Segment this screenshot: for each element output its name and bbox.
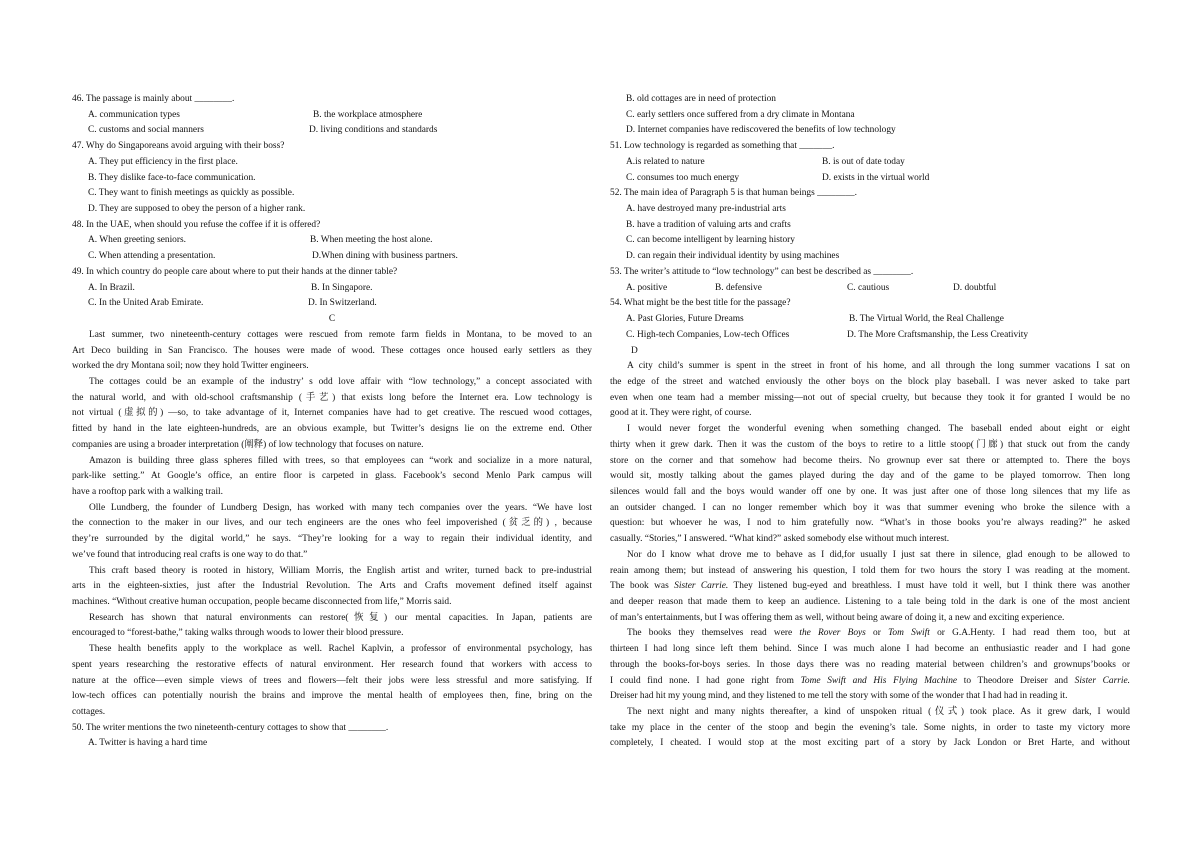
question-54-option-d[interactable]: D. The More Craftsmanship, the Less Creativity (847, 329, 1029, 340)
passage-c-line: they’re surrounded by the digital world,” he says. “They’re looking for a way to regain their individual identity, and (72, 534, 592, 545)
passage-d-text: or G.A.Henty. I had read them too, but at (929, 628, 1130, 639)
section-c-label: C (328, 314, 336, 325)
passage-d-line: The next night and many nights thereafter, a kind of unspoken ritual (仪式) took place. As it grew dark, I would (627, 707, 1130, 718)
passage-d-text: They listened bug-eyed and breathless. I must have told it well, but I think there was another (728, 581, 1130, 592)
question-53-option-d[interactable]: D. doubtful (953, 282, 997, 293)
question-51-option-d[interactable]: D. exists in the virtual world (822, 172, 930, 183)
passage-c-line: not virtual (虚拟的) —so, to take advantage of it, Internet companies have had to get creative. The rescued wood cottages, (72, 408, 592, 419)
question-47-option-b[interactable]: B. They dislike face-to-face communication. (88, 172, 256, 183)
passage-d-line: thirteen I had long since left them behind. Since I was much alone I had become an enthusiastic reader and I had gone (610, 644, 1130, 655)
question-54-option-b[interactable]: B. The Virtual World, the Real Challenge (849, 314, 1004, 325)
question-51-option-b[interactable]: B. is out of date today (822, 156, 905, 167)
question-48-option-b[interactable]: B. When meeting the host alone. (310, 235, 433, 246)
passage-c-line: the natural world, and with old-school craftsmanship (手艺) that exists long before the Internet era. Low technology is (72, 392, 592, 403)
passage-c-line: encouraged to “forest-bathe,” taking walks through woods to lower their blood pressure. (72, 628, 404, 639)
question-50-option-a[interactable]: A. Twitter is having a hard time (88, 738, 208, 749)
passage-d-line: the edge of the street and watched enviously the other boys on the block play baseball. I was never asked to take part (610, 376, 1130, 387)
question-48-options-cd (72, 249, 592, 265)
section-d-label: D (631, 345, 638, 356)
question-51-option-a[interactable]: A.is related to nature (626, 156, 705, 167)
question-52-option-b[interactable]: B. have a tradition of valuing arts and crafts (626, 219, 791, 230)
passage-d (610, 359, 1130, 752)
passage-c-line: we’ve found that introducing real crafts is one way to do that.” (72, 549, 308, 560)
question-53-option-b[interactable]: B. defensive (715, 282, 762, 293)
passage-d-line: good at it. They were right, of course. (610, 408, 752, 419)
passage-c-line: worked the dry Montana soil; now they hold Twitter engineers. (72, 361, 309, 372)
passage-d-line: silences would fall and the boys would wander off one by one. It was just after one of those long silences that my life as (610, 486, 1130, 497)
passage-c (72, 328, 592, 721)
passage-c-line: the connection to the maker in our lives, and our tech engineers are the ones who feel impoverished (贫乏的) , because (72, 518, 592, 529)
passage-c-line: The cottages could be an example of the industry’ s odd love affair with “low technology,” a concept associated with (89, 376, 592, 387)
question-50-option-b[interactable]: B. old cottages are in need of protection (626, 94, 776, 104)
passage-d-line (610, 579, 1130, 595)
question-51-options-cd (610, 171, 1130, 187)
question-47-option-a[interactable]: A. They put efficiency in the first place. (88, 156, 238, 167)
passage-d-text: The books they themselves read were (627, 628, 800, 639)
question-52-option-c[interactable]: C. can become intelligent by learning history (626, 235, 795, 246)
question-48-options-ab (72, 233, 592, 249)
question-46-stem: 46. The passage is mainly about ________. (72, 94, 235, 104)
passage-c-line: park-like setting.” At Google’s office, an entire floor is carpeted in glass. Facebook’s second Menlo Park campus will (72, 471, 592, 482)
passage-c-line: cottages. (72, 707, 106, 718)
book-title-tome-swift: Tome Swift and His Flying Machine (800, 675, 958, 686)
question-49-options-ab (72, 281, 592, 297)
passage-d-line: Nor do I know what drove me to behave as I did,for usually I just sat there in silence, glad enough to be allowed to (627, 549, 1130, 560)
book-title-rover-boys: the Rover Boys (799, 628, 866, 639)
passage-c-line: low-tech offices can potentially nourish the brains and improve the mental health of employees then, fine, bring on the (72, 691, 592, 702)
passage-c-line: Research has shown that natural environments can restore(恢复) our mental capacities. In Japan, patients are (89, 612, 592, 623)
passage-d-text: The book was (610, 581, 675, 592)
book-title-tom-swift: Tom Swift (888, 628, 930, 639)
passage-d-line: reain among them; but instead of answering his question, I told them for two hours the story I was reading at the moment. (610, 565, 1130, 576)
passage-d-line (610, 626, 1130, 642)
question-46-options-cd (72, 123, 592, 139)
question-54-stem: 54. What might be the best title for the passage? (610, 298, 791, 309)
passage-c-line: This craft based theory is rooted in history, William Morris, the English artist and writer, turned back to pre-industrial (89, 565, 592, 576)
passage-c-line: Olle Lundberg, the founder of Lundberg Design, has worked with many tech companies over the years. “We have lost (89, 502, 592, 513)
passage-d-line: Dreiser had hit my young mind, and they listened to me tell the story with some of the wonder that I had had in reading it. (610, 691, 1068, 702)
question-46-options-ab (72, 108, 592, 124)
question-49-options-cd (72, 296, 592, 312)
passage-d-text: I could find none. I had gone right from (610, 675, 801, 686)
passage-d-line: casually. “Stories,” I answered. “What kind?” asked somebody else without much interest. (610, 534, 950, 545)
question-52-option-d[interactable]: D. can regain their individual identity by using machines (626, 251, 840, 262)
question-48-option-a[interactable]: A. When greeting seniors. (88, 235, 186, 246)
passage-c-line: machines. “Without creative human occupation, people became disconnected from life,” Morris said. (72, 597, 452, 607)
passage-c-line: spent years researching the restorative effects of natural environment. Her research found that workers with access to (72, 659, 592, 670)
passage-d-line: I would never forget the wonderful evening when something changed. The baseball ended about eight or eight (627, 424, 1130, 435)
question-49-stem: 49. In which country do people care about where to put their hands at the dinner table? (72, 266, 398, 277)
question-46-option-b[interactable]: B. the workplace atmosphere (313, 109, 423, 120)
question-51-options-ab (610, 155, 1130, 171)
passage-c-line: Art Deco building in San Francisco. The houses were made of wood. These cottages once housed early settlers as they (72, 345, 592, 356)
question-53-stem: 53. The writer’s attitude to “low technology” can best be described as ________. (610, 266, 914, 277)
question-54-options-cd (610, 328, 1130, 344)
book-title-sister-carrie: Sister Carrie. (674, 581, 729, 592)
left-column (72, 92, 592, 752)
passage-c-line: These health benefits apply to the workplace as well. Rachel Kaplvin, a professor of environmental psychology, has (89, 644, 592, 655)
passage-d-line: through the books-for-boys series. In those days there was no reading material between children’s and grownups’books or (610, 659, 1130, 670)
question-47-stem: 47. Why do Singaporeans avoid arguing with their boss? (72, 141, 285, 152)
passage-d-line: of man’s entertainments, but I was offering them as well, without being aware of doing it, a new and exciting experience. (610, 612, 1065, 623)
passage-d-line: store on the corner and that somehow had become theirs. No grownup ever sat there or attempted to. There the boys (610, 455, 1130, 466)
passage-d-line: would sit, mostly talking about the games played during the day and of the game to be played tomorrow. Then long (610, 471, 1130, 482)
question-50-option-d[interactable]: D. Internet companies have rediscovered the benefits of low technology (626, 125, 896, 136)
passage-d-line: and deeper reason that made them to keep an audience. Listening to a tale being told in the dark is one of the most ancient (610, 597, 1130, 607)
question-51-option-c[interactable]: C. consumes too much energy (626, 172, 740, 183)
passage-c-line: fitted by hand in the late eighteen-hundreds, are an obvious example, but Twitter’s designs lie on the extreme end. Other (72, 424, 592, 435)
passage-d-line: thirty when it grew dark. Then it was the custom of the boys to retire to a little stoop(门廊) that stuck out from the candy (610, 439, 1130, 450)
passage-c-line: nature at the office—even simple views of trees and flowers—felt their jobs were less stressful and more satisfying. If (72, 675, 592, 686)
question-49-option-d[interactable]: D. In Switzerland. (308, 298, 377, 309)
question-49-option-b[interactable]: B. In Singapore. (311, 282, 373, 293)
passage-d-text: to Theodore Dreiser and (957, 675, 1075, 686)
question-49-option-a[interactable]: A. In Brazil. (88, 282, 135, 293)
question-53-option-a[interactable]: A. positive (626, 282, 668, 293)
question-46-option-d[interactable]: D. living conditions and standards (309, 125, 438, 136)
question-48-stem: 48. In the UAE, when should you refuse the coffee if it is offered? (72, 219, 321, 230)
passage-d-line: an outsider changed. I can no longer remember which boy it was that summer evening who broke the silence with a (610, 502, 1130, 513)
question-52-option-a[interactable]: A. have destroyed many pre-industrial arts (626, 204, 786, 215)
passage-c-line: have a rooftop park with a walking trail. (72, 486, 223, 497)
book-title-sister-carrie: Sister Carrie. (1074, 675, 1130, 686)
question-47-option-c[interactable]: C. They want to finish meetings as quickly as possible. (88, 188, 295, 199)
passage-d-line: take my place in the center of the stoop and begin the evening’s tale. Some nights, in order to taste my victory more (610, 722, 1130, 733)
question-50-stem: 50. The writer mentions the two nineteenth-century cottages to show that ________. (72, 722, 389, 733)
question-51-stem: 51. Low technology is regarded as something that _______. (610, 141, 835, 152)
question-46-option-a[interactable]: A. communication types (88, 109, 180, 120)
question-53-option-c[interactable]: C. cautious (847, 282, 890, 293)
question-49-option-c[interactable]: C. In the United Arab Emirate. (88, 298, 204, 309)
question-53-options (610, 281, 1130, 297)
passage-c-line: companies are using a broader interpretation (阐释) of low technology that focuses on nature. (72, 439, 424, 450)
question-48-option-c[interactable]: C. When attending a presentation. (88, 251, 216, 262)
question-46-option-c[interactable]: C. customs and social manners (88, 125, 204, 136)
question-50-option-c[interactable]: C. early settlers once suffered from a dry climate in Montana (626, 109, 855, 120)
passage-d-line: question: but whoever he was, I nod to him gratefully now. “What’s in those books you’re always reading?” he asked (610, 518, 1130, 529)
question-48-option-d[interactable]: D.When dining with business partners. (312, 251, 458, 262)
question-47-option-d[interactable]: D. They are supposed to obey the person of a higher rank. (88, 204, 306, 215)
passage-d-line: A city child’s summer is spent in the street in front of his home, and all through the long summer vacations I sat on (627, 361, 1130, 372)
question-52-stem: 52. The main idea of Paragraph 5 is that human beings ________. (610, 188, 857, 199)
passage-c-line: Amazon is building three glass spheres filled with trees, so that employees can “work and socialize in a more natural, (89, 455, 592, 466)
passage-d-line: even when one team had a member missing—not out of special cruelty, but because they took it for granted I would be no (610, 392, 1130, 403)
passage-c-line: arts in the eighteen-sixties, just after the Industrial Revolution. The Arts and Crafts movement defined itself against (72, 581, 592, 592)
passage-d-line: completely, I cheated. I would stop at the most exciting part of a story by Jack London or Bret Harte, and without (610, 738, 1130, 749)
question-54-option-a[interactable]: A. Past Glories, Future Dreams (626, 314, 744, 325)
question-54-option-c[interactable]: C. High-tech Companies, Low-tech Offices (626, 329, 790, 340)
passage-d-line (610, 674, 1130, 690)
passage-c-line: Last summer, two nineteenth-century cottages were rescued from remote farm fields in Montana, to be moved to an (89, 329, 592, 340)
right-column (610, 92, 1130, 752)
passage-d-text: or (865, 628, 889, 639)
question-54-options-ab (610, 312, 1130, 328)
